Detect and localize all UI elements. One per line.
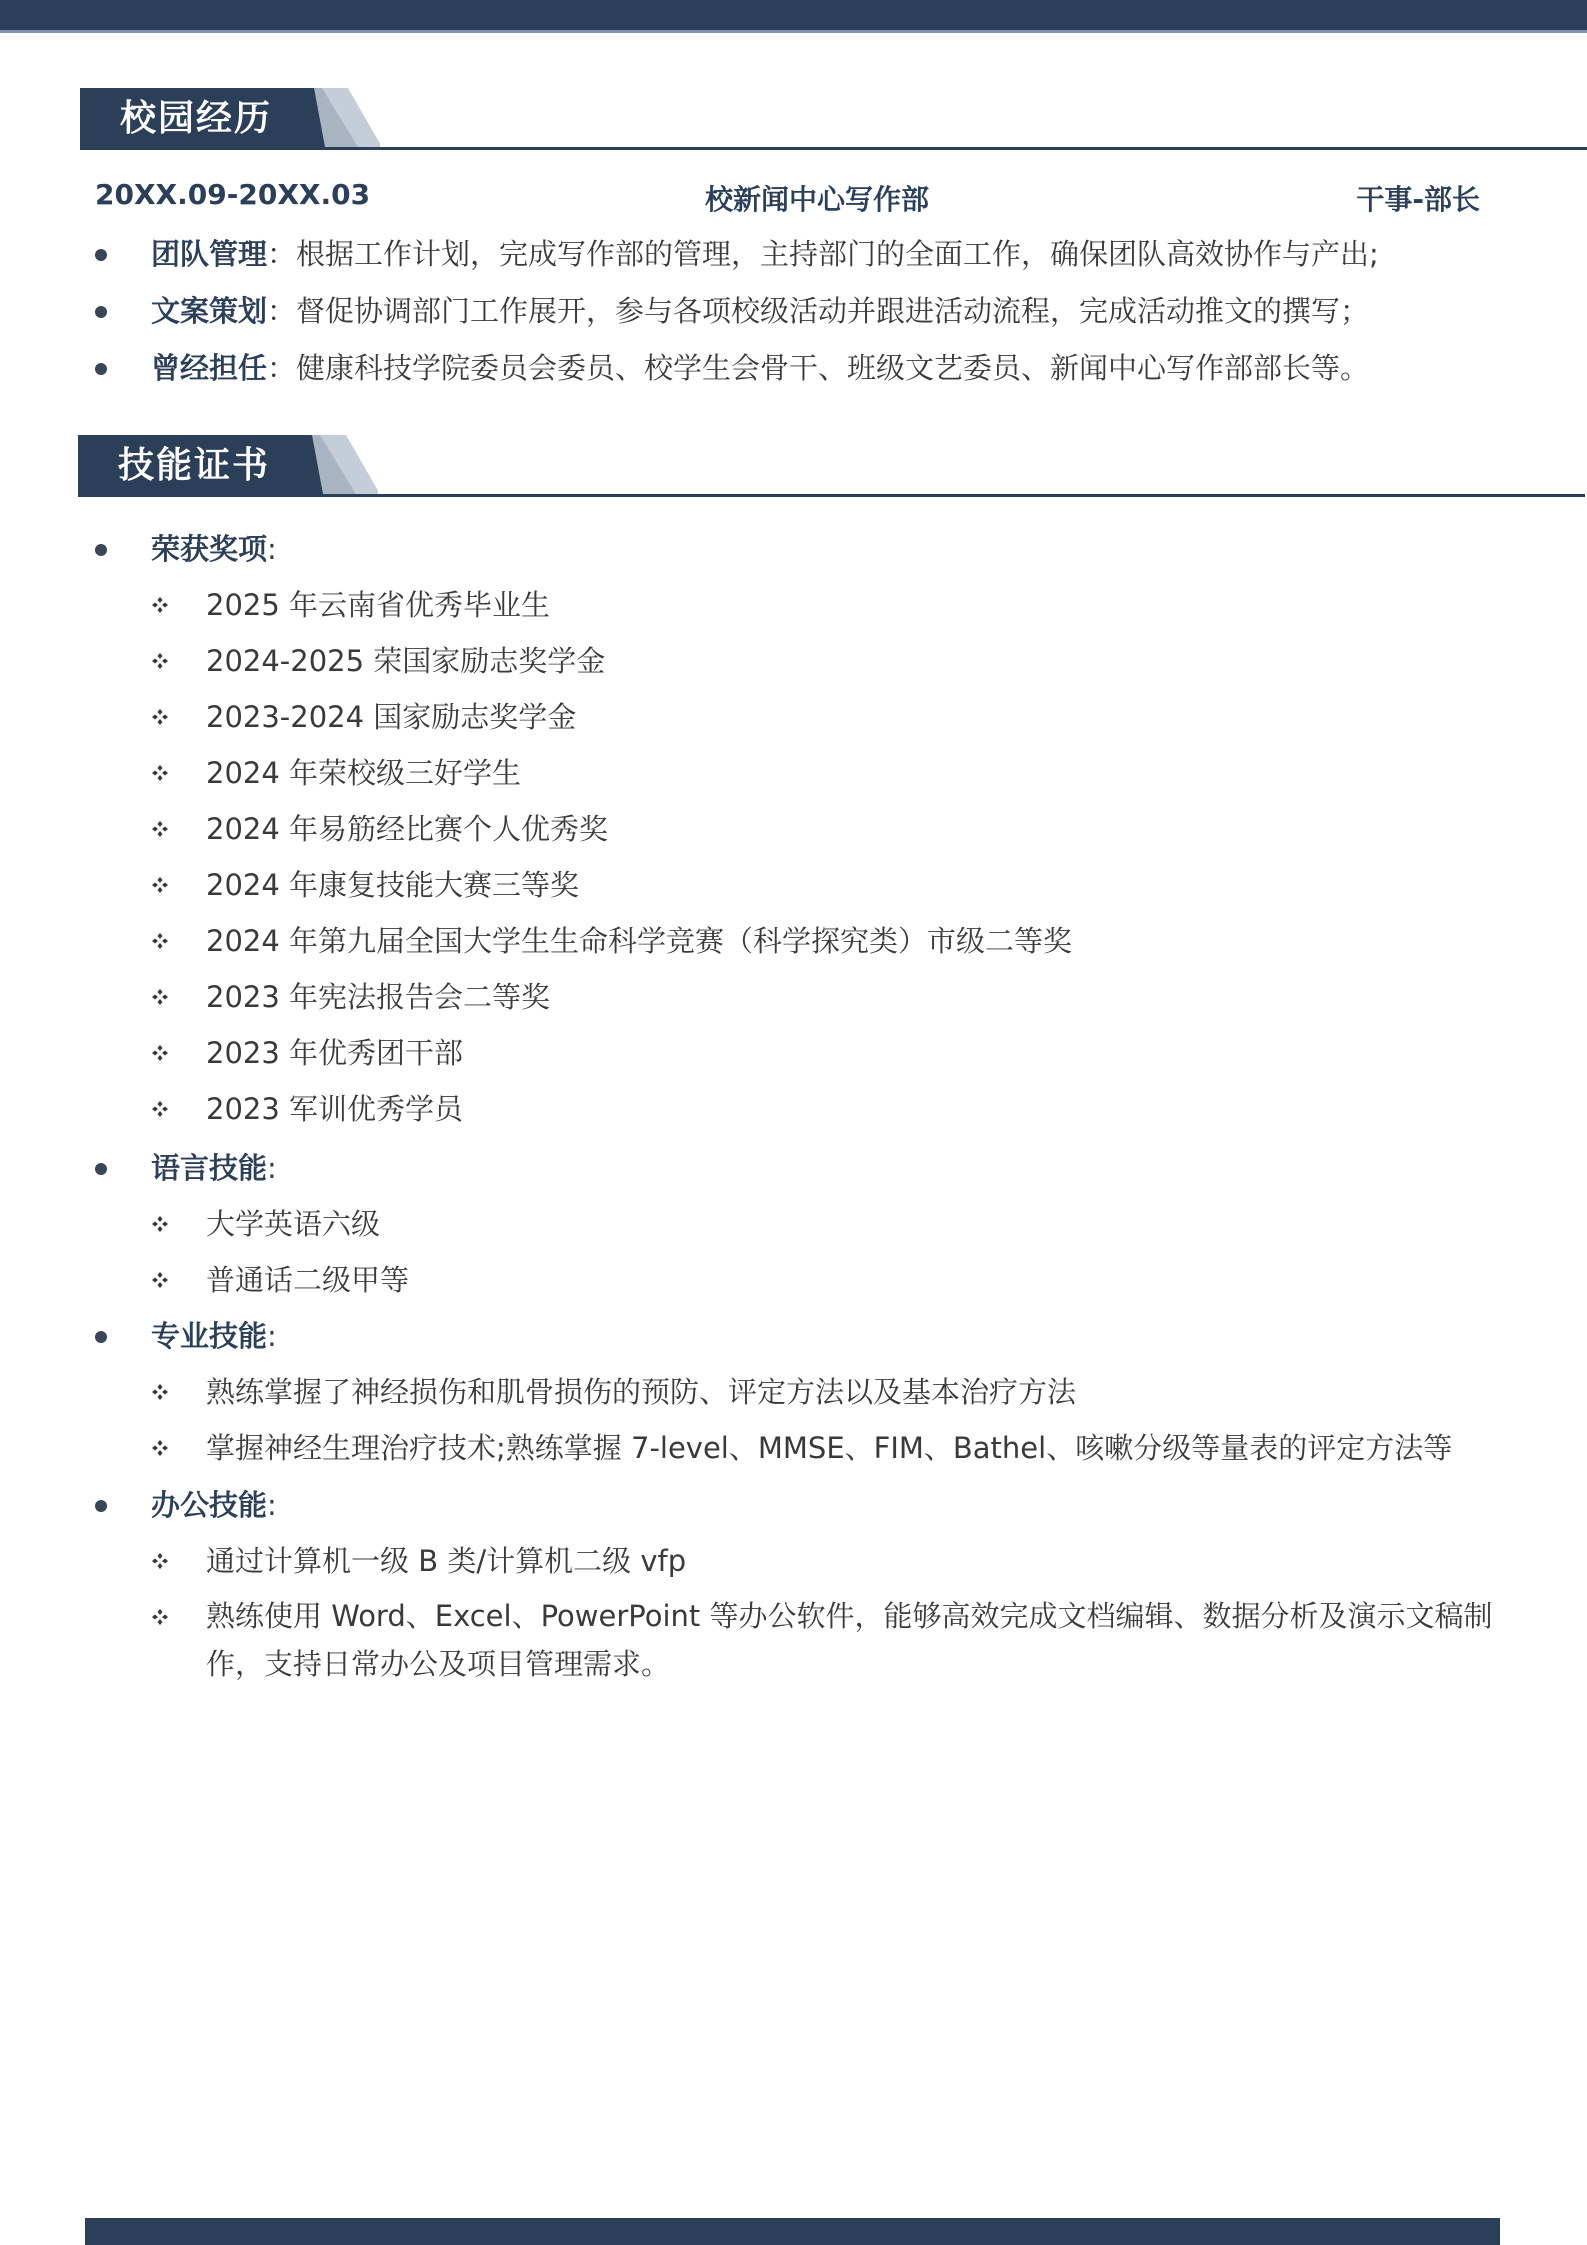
- diamond-bullet-icon: [150, 1382, 170, 1402]
- award-item-text: 2023 年优秀团干部: [206, 1036, 464, 1070]
- diamond-bullet-icon: [150, 595, 170, 615]
- top-decor-bar: [0, 0, 1587, 33]
- skill-group-colon: :: [267, 1151, 277, 1185]
- skill-group-label: 语言技能: [151, 1151, 268, 1185]
- diamond-bullet-icon: [150, 1438, 170, 1458]
- skill-group-heading-text: [151, 1143, 277, 1193]
- campus-section-header: [80, 88, 1587, 150]
- diamond-bullet-icon: [150, 987, 170, 1007]
- diamond-bullet-icon: [150, 1607, 170, 1627]
- experience-info-row: [95, 170, 1480, 220]
- skill-group-heading-text: [151, 524, 277, 574]
- award-item-text: 2023 军训优秀学员: [206, 1092, 464, 1126]
- skill-group-colon: :: [267, 1488, 277, 1522]
- experience-period: 20XX.09-20XX.03: [95, 178, 371, 211]
- skill-group-heading-text: [151, 1311, 277, 1361]
- skill-group-heading-text: [151, 1480, 277, 1530]
- bullet-dot: [95, 1500, 107, 1512]
- diamond-bullet-icon: [150, 931, 170, 951]
- bullet-dot: [95, 363, 107, 375]
- experience-item-label: 曾经担任: [151, 351, 268, 385]
- bullet-dot: [95, 249, 107, 261]
- diamond-bullet-icon: [150, 1043, 170, 1063]
- bottom-decor-bar: [85, 2218, 1500, 2245]
- skill-group-label: 专业技能: [151, 1319, 268, 1353]
- experience-item-desc: ：根据工作计划，完成写作部的管理，主持部门的全面工作，确保团队高效协作与产出;: [267, 237, 1379, 271]
- experience-item-label: 团队管理: [151, 237, 268, 271]
- section-rule: [80, 147, 1587, 150]
- diamond-bullet-icon: [150, 819, 170, 839]
- bullet-dot: [95, 1331, 107, 1343]
- experience-item-text: [151, 229, 1379, 279]
- bullet-dot: [95, 1163, 107, 1175]
- skill-group-colon: :: [267, 532, 277, 566]
- diamond-bullet-icon: [150, 1551, 170, 1571]
- skill-group-label: 荣获奖项: [151, 532, 268, 566]
- experience-item-text: [151, 343, 1369, 393]
- professional-item-text: 掌握神经生理治疗技术;熟练掌握 7-level、MMSE、FIM、Bathel、咳嗽分级等量表的评定方法等: [206, 1431, 1453, 1465]
- skills-section-header: [78, 435, 1585, 497]
- diamond-bullet-icon: [150, 707, 170, 727]
- experience-item-desc: ：健康科技学院委员会委员、校学生会骨干、班级文艺委员、新闻中心写作部部长等。: [267, 351, 1370, 385]
- skill-group-label: 办公技能: [151, 1488, 268, 1522]
- experience-organization: 校新闻中心写作部: [705, 183, 930, 216]
- diamond-bullet-icon: [150, 1270, 170, 1290]
- diamond-bullet-icon: [150, 763, 170, 783]
- diamond-bullet-icon: [150, 1099, 170, 1119]
- office-item-text: 通过计算机一级 B 类/计算机二级 vfp: [206, 1544, 687, 1578]
- diamond-bullet-icon: [150, 651, 170, 671]
- language-item-text: 大学英语六级: [206, 1207, 381, 1241]
- experience-item-desc: ：督促协调部门工作展开，参与各项校级活动并跟进活动流程，完成活动推文的撰写；: [267, 294, 1370, 328]
- award-item-text: 2023 年宪法报告会二等奖: [206, 980, 551, 1014]
- award-item-text: 2024 年荣校级三好学生: [206, 756, 522, 790]
- section-title: 校园经历: [120, 98, 273, 139]
- award-item-text: 2023-2024 国家励志奖学金: [206, 700, 577, 734]
- diamond-bullet-icon: [150, 875, 170, 895]
- experience-item-text: [151, 286, 1369, 336]
- award-item-text: 2024 年康复技能大赛三等奖: [206, 868, 580, 902]
- award-item-text: 2024 年第九届全国大学生生命科学竞赛（科学探究类）市级二等奖: [206, 924, 1073, 958]
- bullet-dot: [95, 306, 107, 318]
- diamond-bullet-icon: [150, 1214, 170, 1234]
- experience-item-label: 文案策划: [151, 294, 268, 328]
- language-item-text: 普通话二级甲等: [206, 1263, 410, 1297]
- experience-role: 干事-部长: [1356, 183, 1480, 216]
- section-title: 技能证书: [118, 445, 271, 486]
- award-item-text: 2025 年云南省优秀毕业生: [206, 588, 551, 622]
- section-rule: [78, 494, 1585, 497]
- professional-item-text: 熟练掌握了神经损伤和肌骨损伤的预防、评定方法以及基本治疗方法: [206, 1375, 1077, 1409]
- award-item-text: 2024 年易筋经比赛个人优秀奖: [206, 812, 609, 846]
- skill-group-colon: :: [267, 1319, 277, 1353]
- office-item-text: 熟练使用 Word、Excel、PowerPoint 等办公软件，能够高效完成文档编辑、数据分析及演示文稿制作，支持日常办公及项目管理需求。: [206, 1599, 1493, 1681]
- award-item-text: 2024-2025 荣国家励志奖学金: [206, 644, 606, 678]
- bullet-dot: [95, 544, 107, 556]
